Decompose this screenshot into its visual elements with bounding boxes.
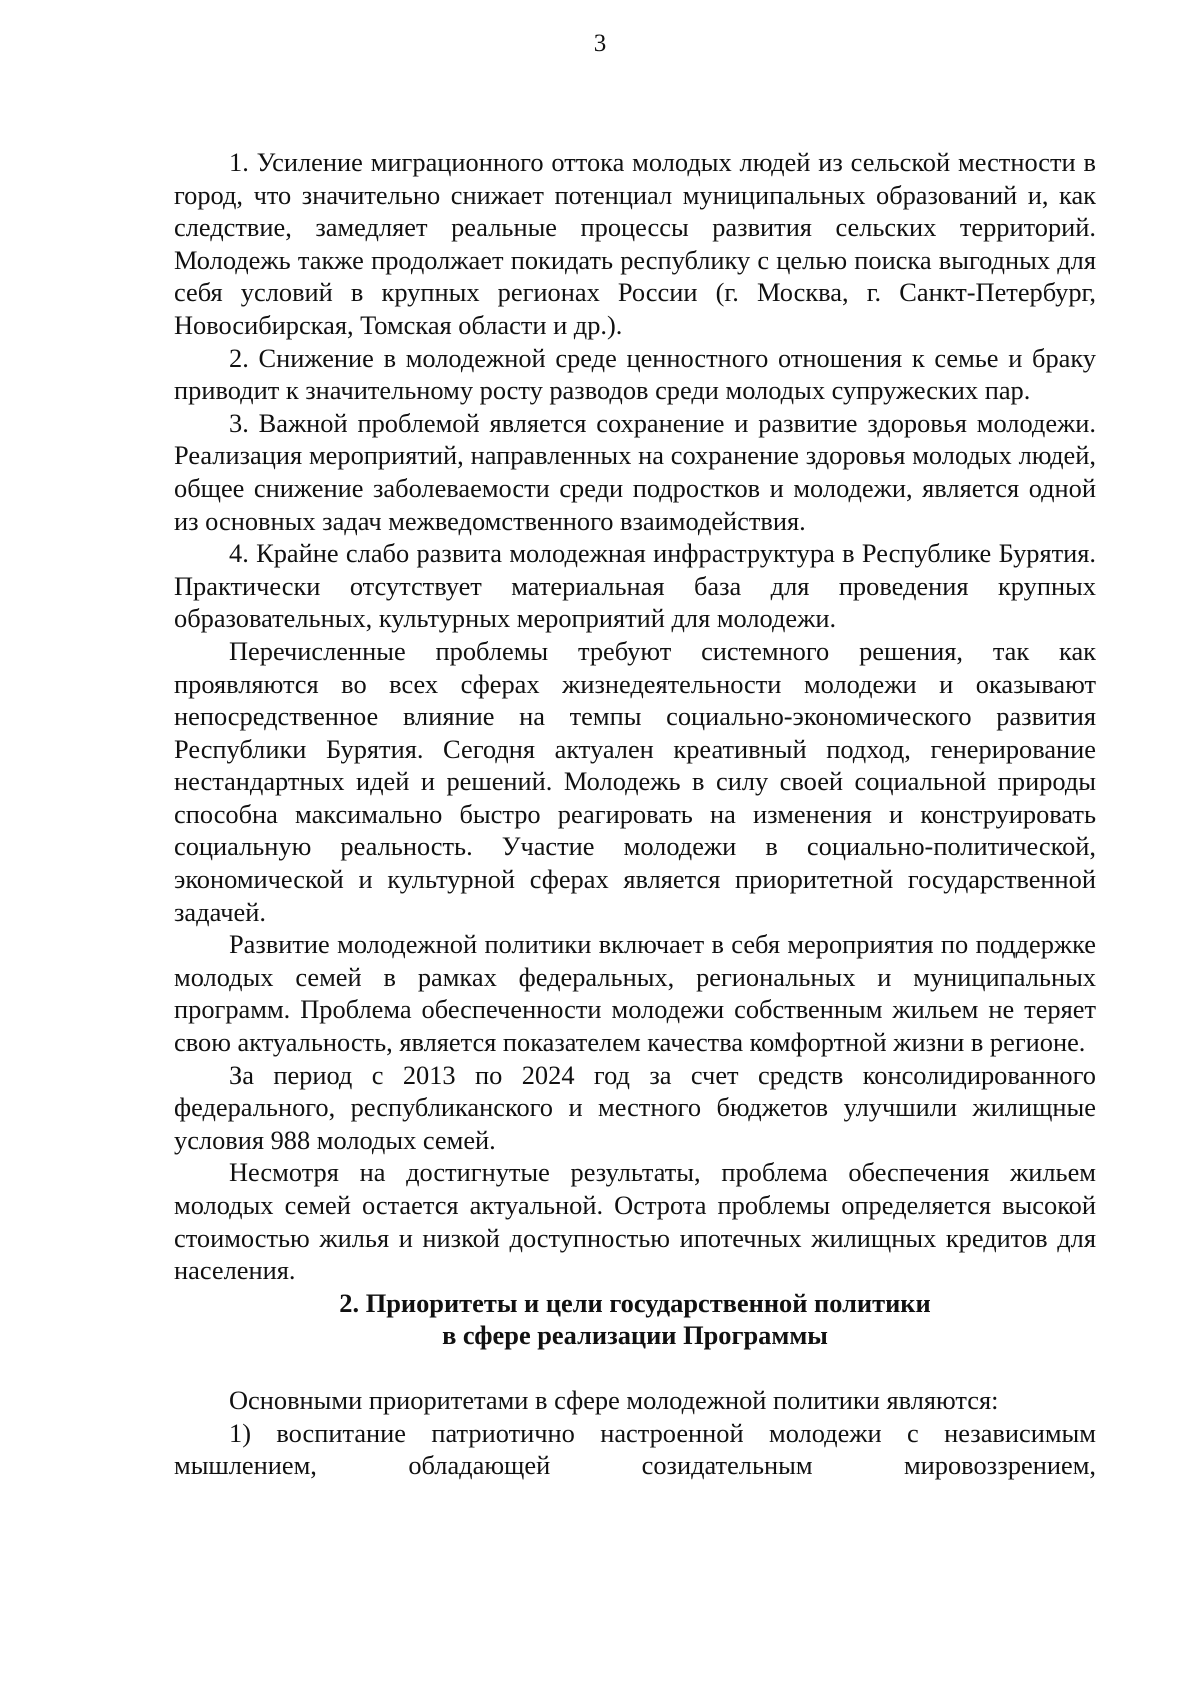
priority-item-1: 1) воспитание патриотично настроенной молодежи с независимым мышлением, обладающей созидательным мировоззрением,: [174, 1417, 1096, 1481]
section-heading-line-1: 2. Приоритеты и цели государственной политики: [339, 1287, 931, 1318]
problem-paragraph-4: 4. Крайне слабо развита молодежная инфраструктура в Республике Бурятия. Практически отсутствует материальная база для проведения крупных образовательных, культурных мероприятий для молодежи.: [174, 538, 1096, 634]
problem-paragraph-1: 1. Усиление миграционного оттока молодых людей из сельской местности в город, что значительно снижает потенциал муниципальных образований и, как следствие, замедляет реальные процессы развития сельских территорий. Молодежь также продолжает покидать республику с целью поиска выгодных для себя условий в крупных регионах России (г. Москва, г. Санкт-Петербург, Новосибирская, Томская области и др.).: [174, 147, 1096, 340]
problem-paragraph-2: 2. Снижение в молодежной среде ценностного отношения к семье и браку приводит к значительному росту разводов среди молодых супружеских пар.: [174, 342, 1096, 406]
document-body: [174, 146, 1096, 1482]
section-heading-line-2: в сфере реализации Программы: [442, 1320, 828, 1351]
priorities-intro-paragraph: Основными приоритетами в сфере молодежной политики являются:: [229, 1384, 999, 1415]
summary-paragraph: Перечисленные проблемы требуют системного решения, так как проявляются во всех сферах жизнедеятельности молодежи и оказывают непосредственное влияние на темпы социально-экономического развития Республики Бурятия. Сегодня актуален креативный подход, генерирование нестандартных идей и решений. Молодежь в силу своей социальной природы способна максимально быстро реагировать на изменения и конструировать социальную реальность. Участие молодежи в социально-политической, экономической и культурной сферах является приоритетной государственной задачей.: [174, 635, 1096, 927]
page-number: 3: [593, 30, 607, 57]
housing-problem-paragraph: Несмотря на достигнутые результаты, проблема обеспечения жильем молодых семей остается актуальной. Острота проблемы определяется высокой стоимостью жилья и низкой доступностью ипотечных жилищных кредитов для населения.: [174, 1157, 1096, 1286]
housing-statistics-paragraph: За период с 2013 по 2024 год за счет средств консолидированного федерального, республиканского и местного бюджетов улучшили жилищные условия 988 молодых семей.: [174, 1059, 1096, 1155]
section-heading: [174, 1287, 1096, 1352]
problem-paragraph-3: 3. Важной проблемой является сохранение и развитие здоровья молодежи. Реализация мероприятий, направленных на сохранение здоровья молодых людей, общее снижение заболеваемости среди подростков и молодежи, является одной из основных задач межведомственного взаимодействия.: [174, 407, 1096, 536]
heading-spacer: [174, 1352, 1096, 1384]
youth-policy-paragraph: Развитие молодежной политики включает в себя мероприятия по поддержке молодых семей в рамках федеральных, региональных и муниципальных программ. Проблема обеспеченности молодежи собственным жильем не теряет свою актуальность, является показателем качества комфортной жизни в регионе.: [174, 929, 1096, 1058]
